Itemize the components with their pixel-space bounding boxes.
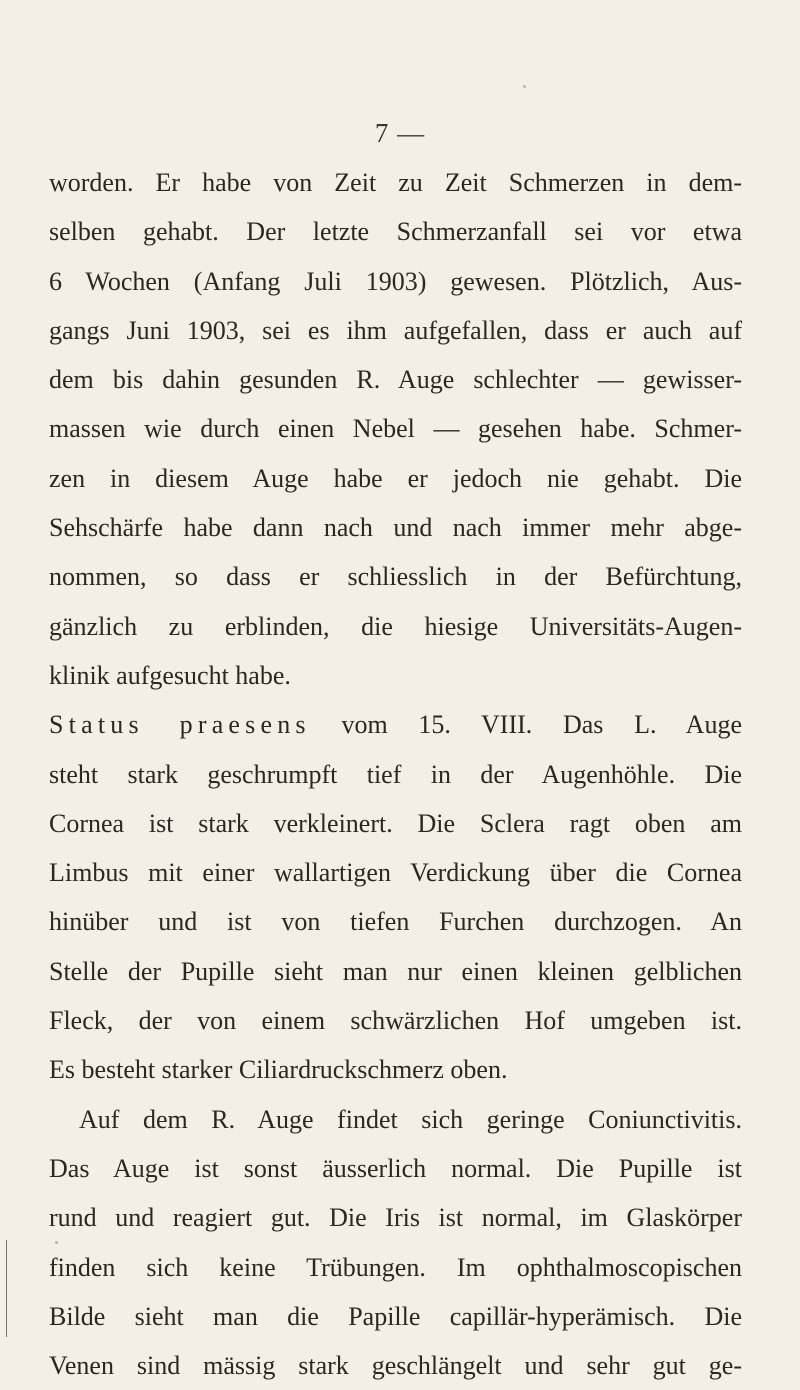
body-text: [49, 158, 742, 1390]
text-line: zen in diesem Auge habe er jedoch nie gehabt. Die: [49, 463, 742, 493]
text-line: nommen, so dass er schliesslich in der Befürchtung,: [49, 562, 742, 592]
text-line: finden sich keine Trübungen. Im ophthalmoscopischen: [49, 1252, 742, 1282]
text-line: gänzlich zu erblinden, die hiesige Universitäts-Augen-: [49, 611, 742, 641]
text-line: 6 Wochen (Anfang Juli 1903) gewesen. Plötzlich, Aus-: [49, 266, 742, 296]
text-line: Limbus mit einer wallartigen Verdickung über die Cornea: [49, 858, 742, 888]
paper-speck: [523, 85, 526, 88]
text-line: massen wie durch einen Nebel — gesehen habe. Schmer-: [49, 414, 742, 444]
paper-speck: [55, 1241, 58, 1244]
text-line: Stelle der Pupille sieht man nur einen kleinen gelblichen: [49, 956, 742, 986]
text-line: Cornea ist stark verkleinert. Die Sclera ragt oben am: [49, 808, 742, 838]
text-line: Fleck, der von einem schwärzlichen Hof umgeben ist.: [49, 1006, 742, 1036]
binding-edge: [6, 1240, 7, 1337]
text-line: selben gehabt. Der letzte Schmerzanfall sei vor etwa: [49, 217, 742, 247]
text-line: worden. Er habe von Zeit zu Zeit Schmerzen in dem-: [49, 168, 742, 197]
text-line: klinik aufgesucht habe.: [49, 660, 291, 690]
text-line: Es besteht starker Ciliardruckschmerz oben.: [49, 1055, 508, 1085]
text-line: gangs Juni 1903, sei es ihm aufgefallen, dass er auch auf: [49, 315, 742, 345]
status-heading: Status praesens: [49, 710, 311, 740]
text-line: Sehschärfe habe dann nach und nach immer mehr abge-: [49, 513, 742, 543]
text-line: steht stark geschrumpft tief in der Augenhöhle. Die: [49, 759, 742, 789]
text-line: Das Auge ist sonst äusserlich normal. Die Pupille ist: [49, 1153, 742, 1183]
text-line: Auf dem R. Auge findet sich geringe Coniunctivitis.: [79, 1104, 742, 1134]
text-line: hinüber und ist von tiefen Furchen durchzogen. An: [49, 907, 742, 937]
status-line: [49, 700, 742, 749]
text-line: dem bis dahin gesunden R. Auge schlechter — gewisser-: [49, 365, 742, 395]
text-line: Venen sind mässig stark geschlängelt und sehr gut ge-: [49, 1351, 742, 1381]
page-number: 7 —: [374, 118, 426, 148]
text-line: rund und reagiert gut. Die Iris ist normal, im Glaskörper: [49, 1203, 742, 1233]
status-line-rest: vom 15. VIII. Das L. Auge: [341, 710, 742, 740]
text-line: Bilde sieht man die Papille capillär-hyperämisch. Die: [49, 1301, 742, 1331]
